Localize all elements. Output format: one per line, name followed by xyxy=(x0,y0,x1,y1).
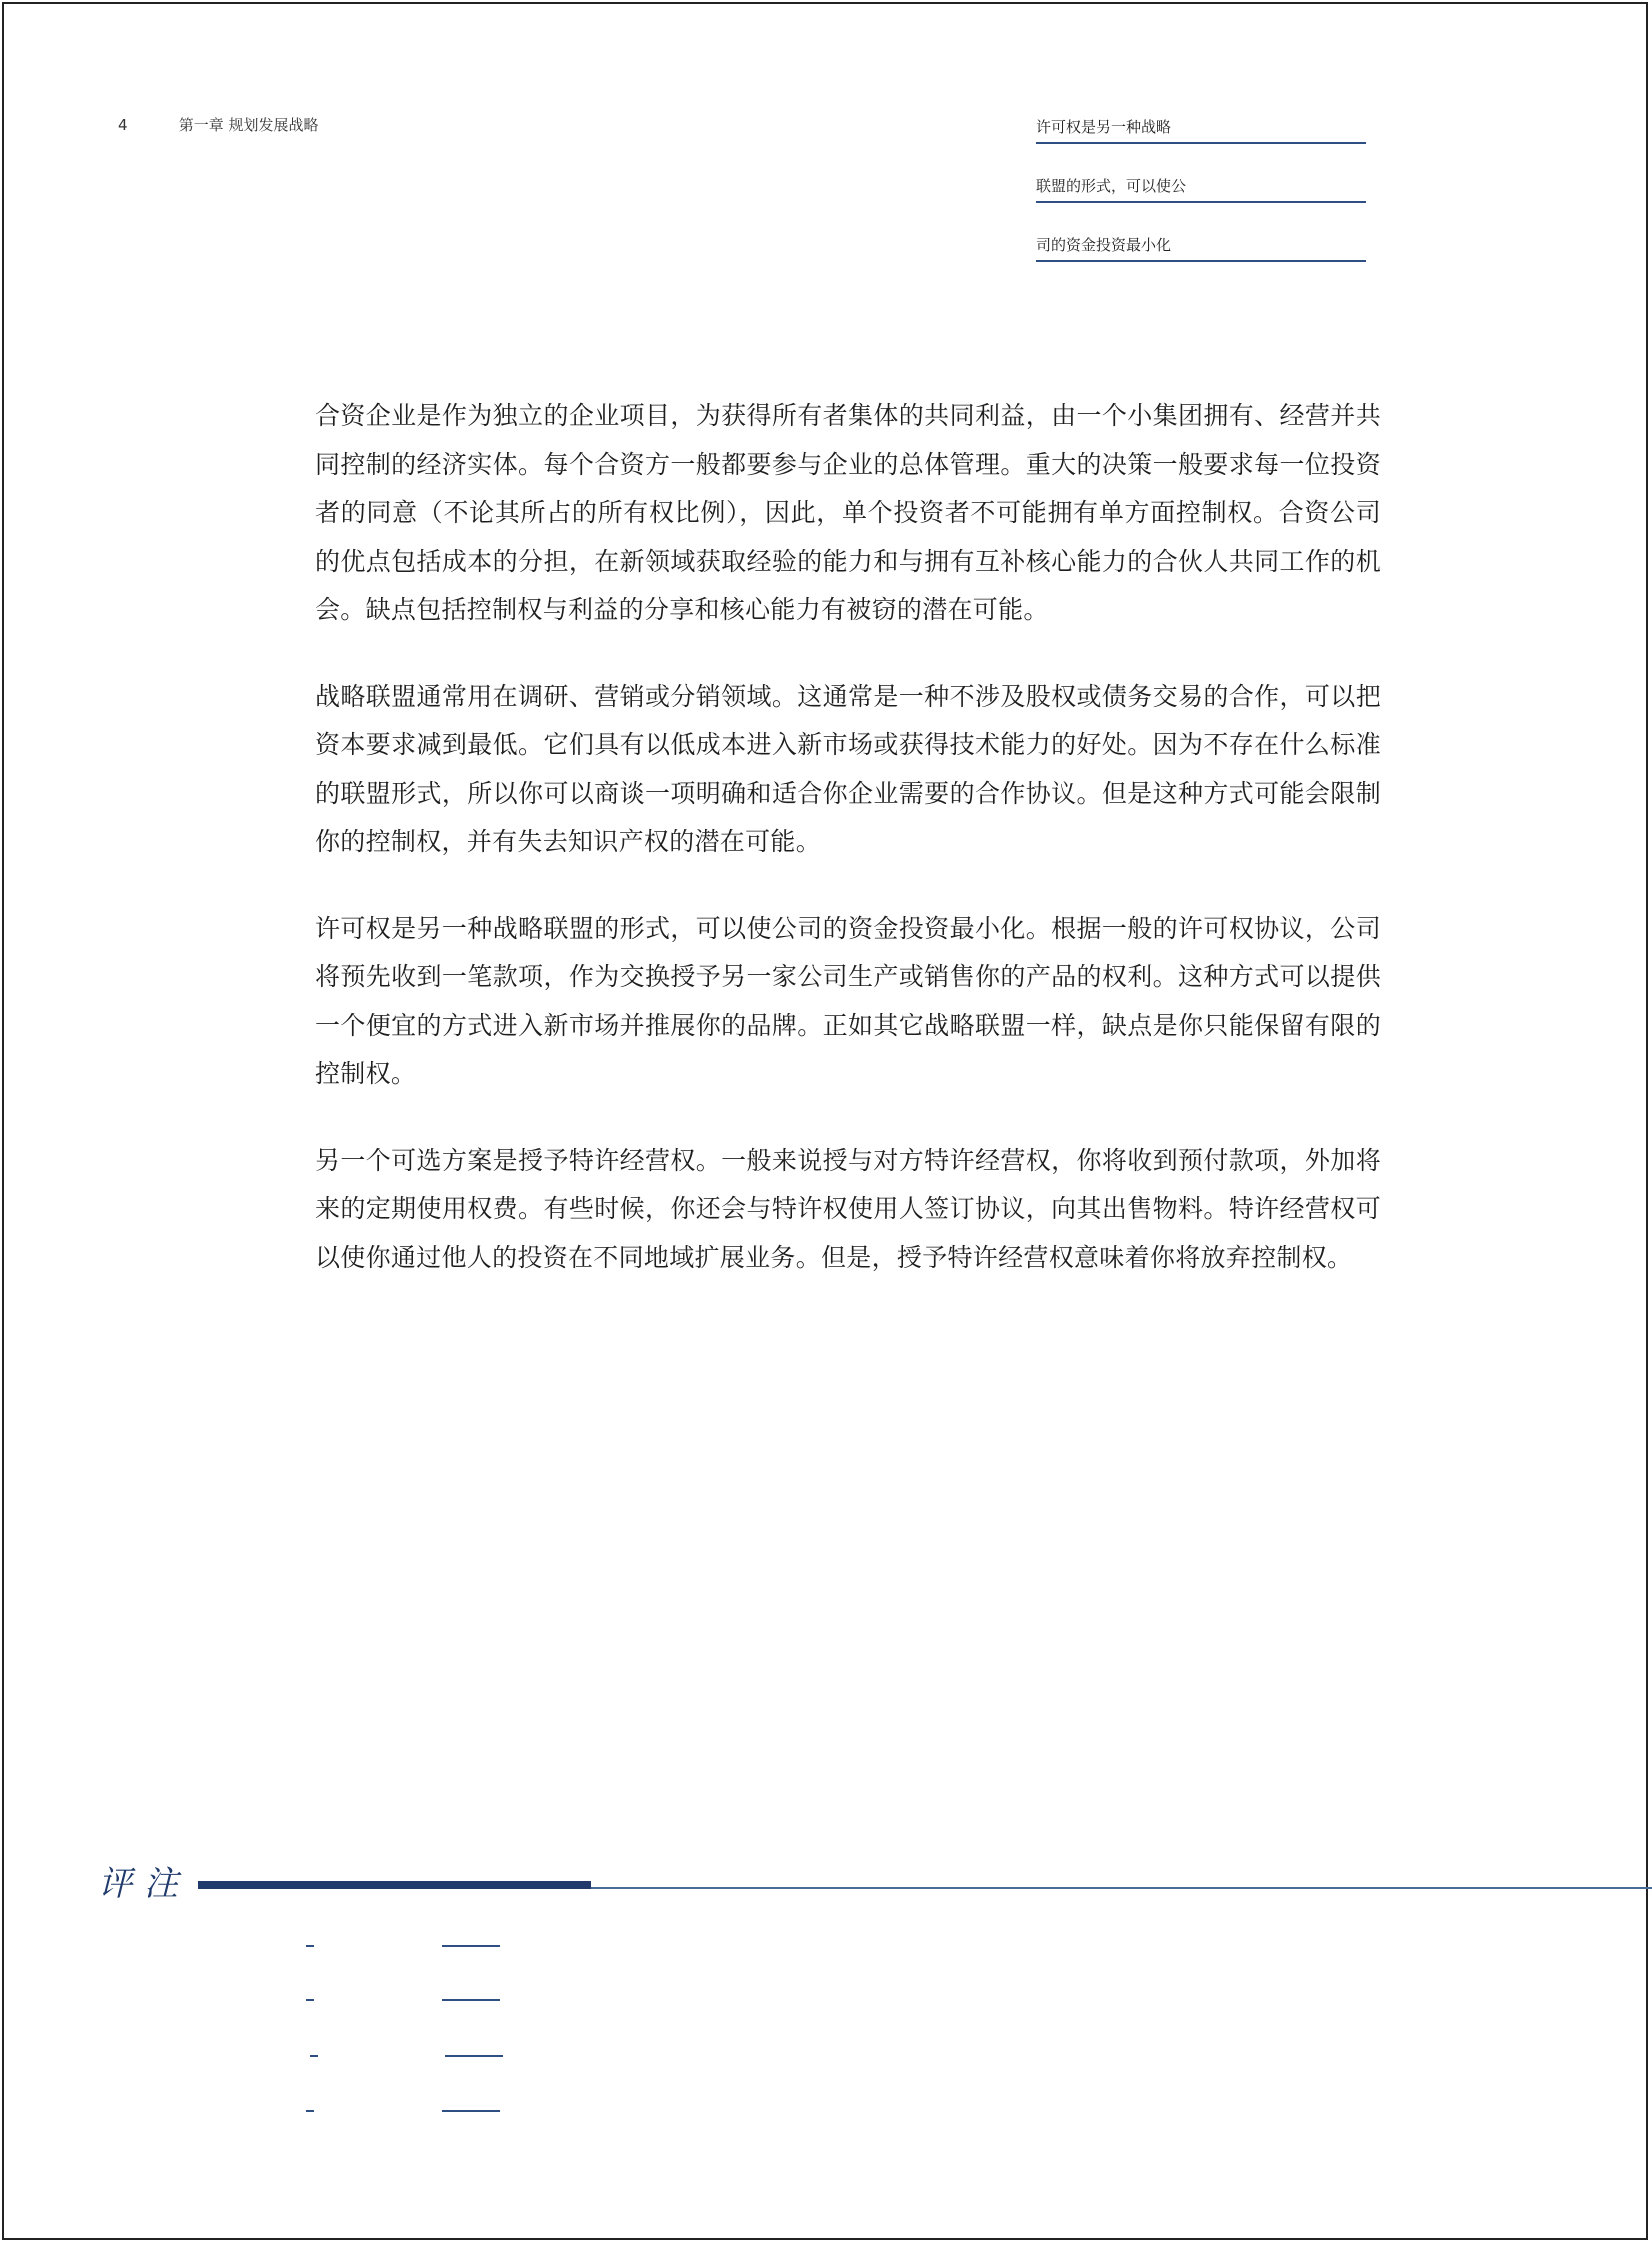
comments-rule xyxy=(591,1887,1652,1889)
sidenote-text: 联盟的形式，可以使公 xyxy=(1036,177,1187,195)
sidenote-line xyxy=(1036,234,1366,255)
comment-row-bullet xyxy=(310,2055,318,2057)
body-text xyxy=(315,392,1381,1320)
comment-row[interactable] xyxy=(306,1999,506,2009)
sidenote-rule xyxy=(1036,201,1366,203)
chapter-title: 第一章 规划发展战略 xyxy=(178,116,319,134)
paragraph: 另一个可选方案是授予特许经营权。一般来说授与对方特许经营权，你将收到预付款项，外加将来的定期使用权费。有些时候，你还会与特许权使用人签订协议，向其出售物料。特许经营权可以使你通过他人的投资在不同地域扩展业务。但是，授予特许经营权意味着你将放弃控制权。 xyxy=(315,1145,1381,1272)
sidenote-rule xyxy=(1036,260,1366,262)
comments-bar xyxy=(198,1881,591,1889)
sidenote-rule xyxy=(1036,142,1366,144)
comment-row-bullet xyxy=(306,2110,314,2112)
comments-title: 评注 xyxy=(98,1864,190,1904)
paragraph: 许可权是另一种战略联盟的形式，可以使公司的资金投资最小化。根据一般的许可权协议，公司将预先收到一笔款项，作为交换授予另一家公司生产或销售你的产品的权利。这种方式可以提供一个便宜的方式进入新市场并推展你的品牌。正如其它战略联盟一样，缺点是你只能保留有限的控制权。 xyxy=(315,913,1381,1088)
comment-row[interactable] xyxy=(306,2110,506,2120)
paragraph: 战略联盟通常用在调研、营销或分销领域。这通常是一种不涉及股权或债务交易的合作，可以把资本要求减到最低。它们具有以低成本进入新市场或获得技术能力的好处。因为不存在什么标准的联盟形式，所以你可以商谈一项明确和适合你企业需要的合作协议。但是这种方式可能会限制你的控制权，并有失去知识产权的潜在可能。 xyxy=(315,681,1381,856)
sidenote-line xyxy=(1036,116,1366,137)
running-header xyxy=(118,114,319,135)
comment-row-line xyxy=(442,1945,500,1947)
comment-row-line xyxy=(442,2110,500,2112)
comment-row-line xyxy=(445,2055,503,2057)
sidenote-line xyxy=(1036,175,1366,196)
comment-row-bullet xyxy=(306,1945,314,1947)
comment-row-bullet xyxy=(306,1999,314,2001)
comment-row-line xyxy=(442,1999,500,2001)
comment-row[interactable] xyxy=(306,1945,506,1955)
sidenote-text: 许可权是另一种战略 xyxy=(1036,118,1172,136)
paragraph: 合资企业是作为独立的企业项目，为获得所有者集体的共同利益，由一个小集团拥有、经营并共同控制的经济实体。每个合资方一般都要参与企业的总体管理。重大的决策一般要求每一位投资者的同意（不论其所占的所有权比例），因此，单个投资者不可能拥有单方面控制权。合资公司的优点包括成本的分担，在新领域获取经验的能力和与拥有互补核心能力的合伙人共同工作的机会。缺点包括控制权与利益的分享和核心能力有被窃的潜在可能。 xyxy=(315,401,1381,624)
sidenote-text: 司的资金投资最小化 xyxy=(1036,236,1172,254)
page-number: 4 xyxy=(118,116,128,134)
comment-row[interactable] xyxy=(306,2055,506,2065)
